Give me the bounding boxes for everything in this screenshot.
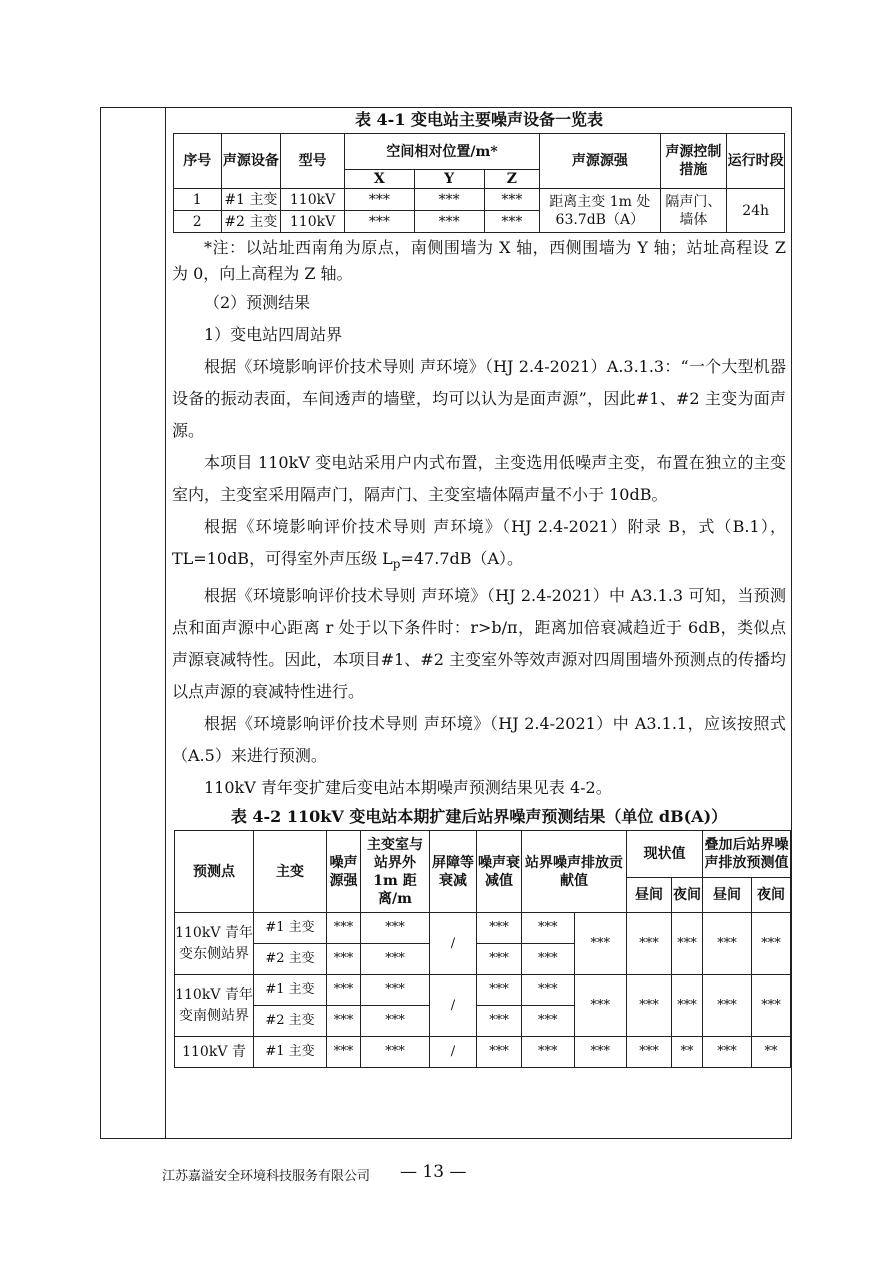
t2-g2-r1-dist: *** — [361, 975, 430, 1006]
t2-g2-r2-att: *** — [477, 1006, 522, 1037]
t1-h-period: 运行时段 — [727, 134, 785, 189]
t1-r1-model: 110kV — [281, 189, 345, 211]
t2-last-day: *** — [627, 1037, 672, 1068]
t2-g1-r1-main: #1 主变 — [254, 913, 327, 944]
t2-g1-onight: *** — [752, 913, 791, 975]
t1-h-intensity: 声源源强 — [540, 134, 660, 189]
t2-last-oday: *** — [703, 1037, 752, 1068]
t1-r2-y: *** — [414, 211, 484, 233]
t2-g2-r1-c1: *** — [522, 975, 575, 1006]
paragraph-3 — [172, 511, 786, 580]
t2-g1-r2-att: *** — [477, 944, 522, 975]
t2-last-night: ** — [672, 1037, 703, 1068]
t1-r1-z: *** — [484, 189, 540, 211]
t1-r2-x: *** — [344, 211, 414, 233]
t2-g1-r2-dist: *** — [361, 944, 430, 975]
t1-r1-y: *** — [414, 189, 484, 211]
t1-h-y: Y — [414, 170, 484, 189]
t1-h-model: 型号 — [281, 134, 345, 189]
t2-g2-day: *** — [627, 975, 672, 1037]
t2-last-barrier: / — [430, 1037, 477, 1068]
t1-r2-z: *** — [484, 211, 540, 233]
p3-text-end: =47.7dB（A）。 — [400, 549, 524, 568]
t2-h-overlay-day: 昼间 — [703, 878, 752, 913]
p3-subscript: p — [392, 557, 401, 572]
t1-r2-source: #2 主变 — [221, 211, 281, 233]
t2-g1-r1-att: *** — [477, 913, 522, 944]
paragraph-2: 本项目 110kV 变电站采用户内式布置，主变选用低噪声主变，布置在独立的主变室内，主变室采用隔声门，隔声门、主变室墙体隔声量不小于 10dB。 — [172, 453, 786, 504]
t2-last-c1: *** — [522, 1037, 575, 1068]
paragraph-6: 110kV 青年变扩建后变电站本期噪声预测结果见表 4-2。 — [204, 778, 612, 798]
paragraph-1: 根据《环境影响评价技术导则 声环境》（HJ 2.4-2021）A.3.1.3：“一个大型机器设备的振动表面，车间透声的墙壁，均可以认为是面声源”，因此#1、#2 主变为面声源。 — [172, 357, 786, 440]
t1-intensity: 距离主变 1m 处 63.7dB（A） — [540, 189, 660, 233]
t2-g2-point: 110kV 青年变南侧站界 — [175, 975, 254, 1037]
t2-h-source: 噪声源强 — [327, 831, 361, 913]
t2-h-overlay-night: 夜间 — [752, 878, 791, 913]
t2-g1-r2-c1: *** — [522, 944, 575, 975]
t2-g2-onight: *** — [752, 975, 791, 1037]
t2-g2-r2-main: #2 主变 — [254, 1006, 327, 1037]
t1-control: 隔声门、墙体 — [660, 189, 727, 233]
t2-g1-r1-src: *** — [327, 913, 361, 944]
t1-h-control: 声源控制措施 — [660, 134, 727, 189]
table1-note: *注：以站址西南角为原点，南侧围墙为 X 轴，西侧围墙为 Y 轴；站址高程设 Z 为 0，向上高程为 Z 轴。 — [172, 238, 786, 283]
t2-h-overlay: 叠加后站界噪声排放预测值 — [703, 831, 791, 878]
t1-period: 24h — [727, 189, 785, 233]
footer-company: 江苏嘉溢安全环境科技服务有限公司 — [162, 1169, 371, 1184]
t2-last-main: #1 主变 — [254, 1037, 327, 1068]
t2-g1-r1-dist: *** — [361, 913, 430, 944]
t1-h-no: 序号 — [174, 134, 222, 189]
t2-g2-r1-src: *** — [327, 975, 361, 1006]
t1-r1-x: *** — [344, 189, 414, 211]
table2 — [174, 830, 791, 1068]
p3-text: 根据《环境影响评价技术导则 声环境》（HJ 2.4-2021）附录 B，式（B.1），TL=10dB，可得室外声压级 L — [172, 517, 786, 568]
t1-r1-source: #1 主变 — [221, 189, 281, 211]
t2-last-src: *** — [327, 1037, 361, 1068]
t2-g2-contrib: *** — [574, 975, 627, 1037]
t2-last-att: *** — [477, 1037, 522, 1068]
t1-h-z: Z — [484, 170, 540, 189]
t2-h-barrier: 屏障等衰减 — [430, 831, 477, 913]
t1-h-x: X — [344, 170, 414, 189]
t2-g2-r2-c1: *** — [522, 1006, 575, 1037]
t2-g1-barrier: / — [430, 913, 477, 975]
t2-g2-night: *** — [672, 975, 703, 1037]
table1 — [173, 133, 785, 233]
t2-h-status-day: 昼间 — [627, 878, 672, 913]
paragraph-4: 根据《环境影响评价技术导则 声环境》（HJ 2.4-2021）中 A3.1.3 可知，当预测点和面声源中心距离 r 处于以下条件时：r>b/π，距离加倍衰减趋近于 6dB，类似点声源衰减特性。因此，本项目#1、#2 主变室外等效声源对四周围墙外预测点的传播均以点声源的衰减特性进行。 — [172, 586, 786, 702]
t2-h-status-night: 夜间 — [672, 878, 703, 913]
t2-h-status: 现状值 — [627, 831, 703, 878]
station-heading: 1）变电站四周站界 — [204, 325, 343, 344]
t2-g1-point: 110kV 青年变东侧站界 — [175, 913, 254, 975]
t2-g2-oday: *** — [703, 975, 752, 1037]
left-column — [100, 107, 166, 1139]
t1-r1-no: 1 — [174, 189, 222, 211]
t2-g1-r2-main: #2 主变 — [254, 944, 327, 975]
t2-h-contrib: 站界噪声排放贡献值 — [522, 831, 627, 913]
table1-caption: 表 4-1 变电站主要噪声设备一览表 — [354, 110, 604, 129]
t2-last-onight: ** — [752, 1037, 791, 1068]
t1-h-position: 空间相对位置/m* — [344, 134, 539, 170]
t1-r2-model: 110kV — [281, 211, 345, 233]
t2-g2-barrier: / — [430, 975, 477, 1037]
t2-g1-night: *** — [672, 913, 703, 975]
t2-g2-r2-dist: *** — [361, 1006, 430, 1037]
t2-g1-oday: *** — [703, 913, 752, 975]
t2-h-dist: 主变室与站界外 1m 距离/m — [361, 831, 430, 913]
t2-last-contrib: *** — [574, 1037, 627, 1068]
t2-g1-contrib: *** — [574, 913, 627, 975]
t1-h-source: 声源设备 — [221, 134, 281, 189]
result-heading: （2）预测结果 — [204, 293, 311, 312]
t2-g2-r2-src: *** — [327, 1006, 361, 1037]
t2-h-main: 主变 — [254, 831, 327, 913]
content-area — [172, 107, 789, 1068]
t2-last-dist: *** — [361, 1037, 430, 1068]
table2-caption: 表 4-2 110kV 变电站本期扩建后站界噪声预测结果（单位 dB(A)） — [230, 807, 728, 827]
t1-r2-no: 2 — [174, 211, 222, 233]
t2-g2-r1-att: *** — [477, 975, 522, 1006]
t2-g1-r1-c1: *** — [522, 913, 575, 944]
t2-h-point: 预测点 — [175, 831, 254, 913]
t2-g1-r2-src: *** — [327, 944, 361, 975]
t2-g2-r1-main: #1 主变 — [254, 975, 327, 1006]
t2-h-atten: 噪声衰减值 — [477, 831, 522, 913]
t2-g1-day: *** — [627, 913, 672, 975]
t2-last-point: 110kV 青 — [175, 1037, 254, 1068]
page-number: — 13 — — [400, 1162, 467, 1182]
paragraph-5: 根据《环境影响评价技术导则 声环境》（HJ 2.4-2021）中 A3.1.1，应该按照式（A.5）来进行预测。 — [172, 714, 786, 766]
